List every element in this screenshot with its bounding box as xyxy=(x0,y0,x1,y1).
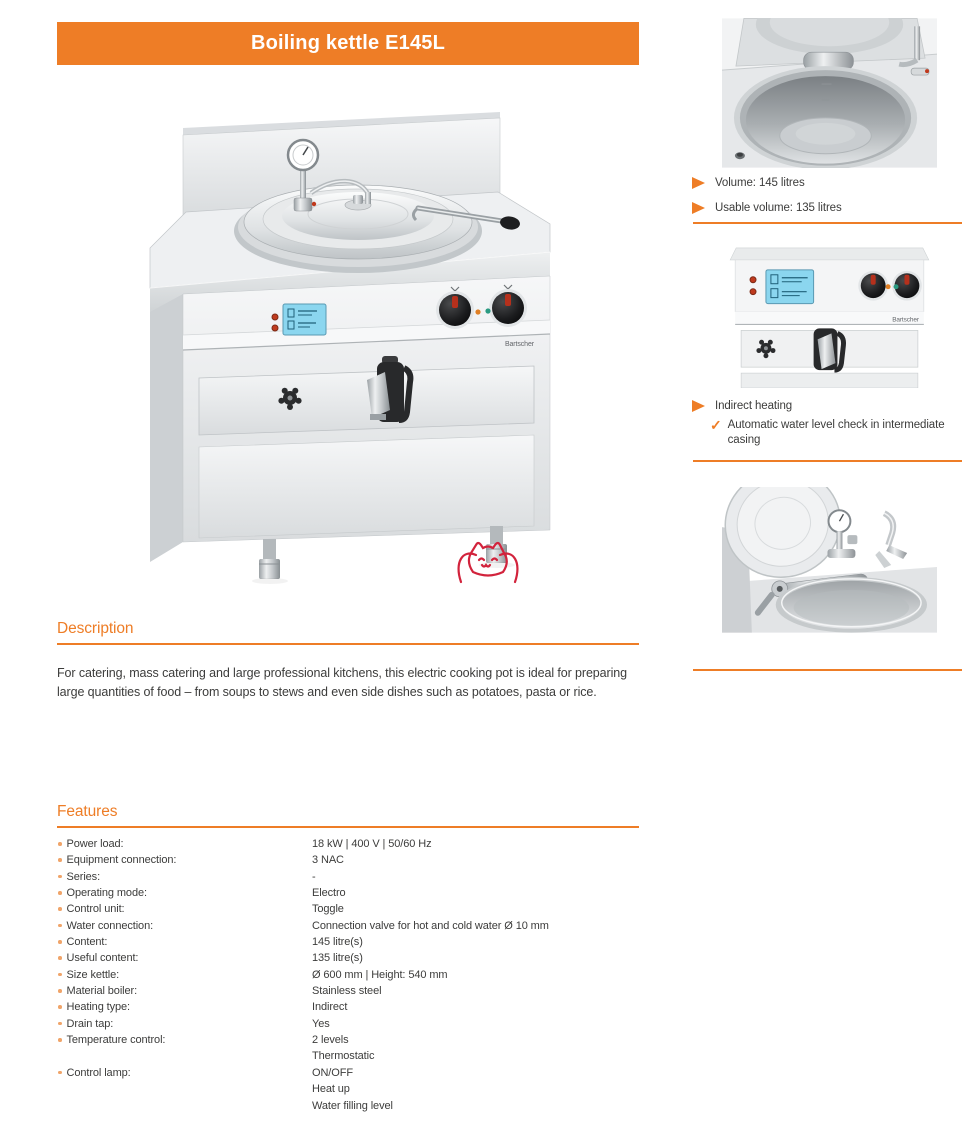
feature-line xyxy=(57,934,639,950)
feature-value: - xyxy=(312,870,316,883)
sidebar-divider xyxy=(693,222,962,224)
feature-line xyxy=(57,1081,639,1097)
triangle-bullet-icon xyxy=(692,177,705,189)
indicator-led xyxy=(750,289,756,295)
indicator-led xyxy=(750,277,756,283)
feature-label: Material boiler: xyxy=(66,985,138,998)
description-text: For catering, mass catering and large professional kitchens, this electric cooking pot is ideal for preparing large quantities of food – from soups to stews and even side dishes such as potatoes, pasta or rice. xyxy=(57,665,627,699)
feature-bullet-dot xyxy=(58,956,62,960)
feature-value: Heat up xyxy=(312,1083,350,1096)
cabinet-left-side xyxy=(150,294,183,562)
sidebar-divider xyxy=(693,669,962,671)
feature-value: 18 kW | 400 V | 50/60 Hz xyxy=(312,838,432,850)
door-panel xyxy=(199,366,534,435)
feature-line xyxy=(57,836,639,852)
feature-label: Water connection: xyxy=(66,919,154,932)
feature-line xyxy=(57,1065,639,1081)
feature-label xyxy=(67,1098,313,1114)
features-rows xyxy=(57,836,639,1114)
feature-label: Series: xyxy=(66,870,101,883)
boiling-kettle-illustration xyxy=(120,98,620,598)
orange-led xyxy=(886,284,891,289)
feature-bullet-dot xyxy=(58,891,62,895)
bullet-indirect-heating xyxy=(692,399,964,413)
feature-value: Connection valve for hot and cold water Ø 10 mm xyxy=(312,919,549,932)
feature-label: Power load: xyxy=(66,838,124,850)
feature-value: 145 litre(s) xyxy=(312,936,363,949)
feature-label: Useful content: xyxy=(66,952,139,965)
feature-line xyxy=(57,1032,639,1048)
lower-panel xyxy=(199,435,534,538)
description-heading: Description xyxy=(57,620,639,645)
triangle-bullet-icon xyxy=(692,202,705,214)
feature-value: Electro xyxy=(312,887,346,900)
feature-bullet-dot xyxy=(58,1071,62,1075)
green-led xyxy=(894,284,899,289)
indicator-led xyxy=(272,325,278,331)
photo-kettle-interior-top-view xyxy=(722,18,937,168)
feature-value: Yes xyxy=(312,1017,330,1030)
feature-label: Equipment connection: xyxy=(66,854,177,867)
features-heading: Features xyxy=(57,803,639,828)
bullet-usable-volume-text: Usable volume: 135 litres xyxy=(715,202,842,214)
feature-label: Size kettle: xyxy=(66,968,120,981)
feature-line xyxy=(57,1098,639,1114)
feature-value: 2 levels xyxy=(312,1034,349,1047)
feature-bullet-dot xyxy=(58,924,62,928)
feature-label: Drain tap: xyxy=(66,1017,114,1030)
indicator-led xyxy=(272,314,278,320)
feature-bullet-dot xyxy=(58,1005,62,1009)
green-led xyxy=(485,308,490,313)
feature-label: Control lamp: xyxy=(66,1066,131,1079)
feature-line xyxy=(57,869,639,885)
feature-value: Thermostatic xyxy=(312,1050,375,1063)
feature-value: Stainless steel xyxy=(312,985,382,998)
bullet-usable-volume xyxy=(692,201,964,215)
feature-label: Content: xyxy=(66,936,108,949)
bullet-water-check xyxy=(710,418,966,448)
feature-bullet-dot xyxy=(58,842,62,846)
check-icon: ✓ xyxy=(710,417,722,433)
feature-label: Temperature control: xyxy=(66,1034,166,1047)
feature-bullet-dot xyxy=(58,1022,62,1026)
feature-label: Operating mode: xyxy=(66,887,147,900)
page-title-bar xyxy=(57,22,639,65)
bullet-volume-text: Volume: 145 litres xyxy=(715,177,805,189)
feature-value: Water filling level xyxy=(312,1099,393,1112)
brand-logo-sidebar: Bartscher xyxy=(892,316,919,324)
kettle-lid xyxy=(234,185,482,273)
feature-line xyxy=(57,983,639,999)
feature-line xyxy=(57,885,639,901)
bottom-drawer xyxy=(741,373,918,388)
feature-label: Control unit: xyxy=(66,903,125,916)
feature-label xyxy=(67,1048,313,1064)
feature-line xyxy=(57,950,639,966)
feature-bullet-dot xyxy=(58,1038,62,1042)
orange-led xyxy=(475,309,480,314)
feature-value: ON/OFF xyxy=(312,1066,353,1079)
feature-line xyxy=(57,901,639,917)
feature-value: Indirect xyxy=(312,1001,348,1014)
feature-line xyxy=(57,1048,639,1064)
bullet-volume xyxy=(692,176,964,190)
feature-bullet-dot xyxy=(58,907,62,911)
product-photo-main xyxy=(120,98,620,598)
feature-bullet-dot xyxy=(58,940,62,944)
feature-line xyxy=(57,999,639,1015)
bullet-indirect-heating-text: Indirect heating xyxy=(715,400,793,412)
page-title: Boiling kettle E145L xyxy=(250,32,446,54)
feature-value: 3 NAC xyxy=(312,854,344,867)
feature-line xyxy=(57,918,639,934)
feature-bullet-dot xyxy=(58,989,62,993)
swivel-faucet xyxy=(875,513,907,568)
feature-line xyxy=(57,852,639,868)
water-check-text: Automatic water level check in intermediate casing xyxy=(727,419,945,446)
feature-value: 135 litre(s) xyxy=(312,952,363,965)
photo-kettle-open-lid xyxy=(722,487,937,633)
feature-value: Ø 600 mm | Height: 540 mm xyxy=(312,968,448,981)
photo-control-panel-closeup xyxy=(722,244,937,388)
brand-logo-main: Bartscher xyxy=(504,341,534,348)
feature-label xyxy=(67,1081,313,1097)
water-faucet xyxy=(914,26,920,60)
feature-line xyxy=(57,967,639,983)
triangle-bullet-icon xyxy=(692,400,705,412)
sidebar-divider xyxy=(693,460,962,462)
feature-bullet-dot xyxy=(58,973,62,977)
feature-bullet-dot xyxy=(58,875,62,879)
feature-value: Toggle xyxy=(312,903,344,916)
feature-line xyxy=(57,1016,639,1032)
feature-bullet-dot xyxy=(58,858,62,862)
feature-label: Heating type: xyxy=(66,1001,131,1014)
